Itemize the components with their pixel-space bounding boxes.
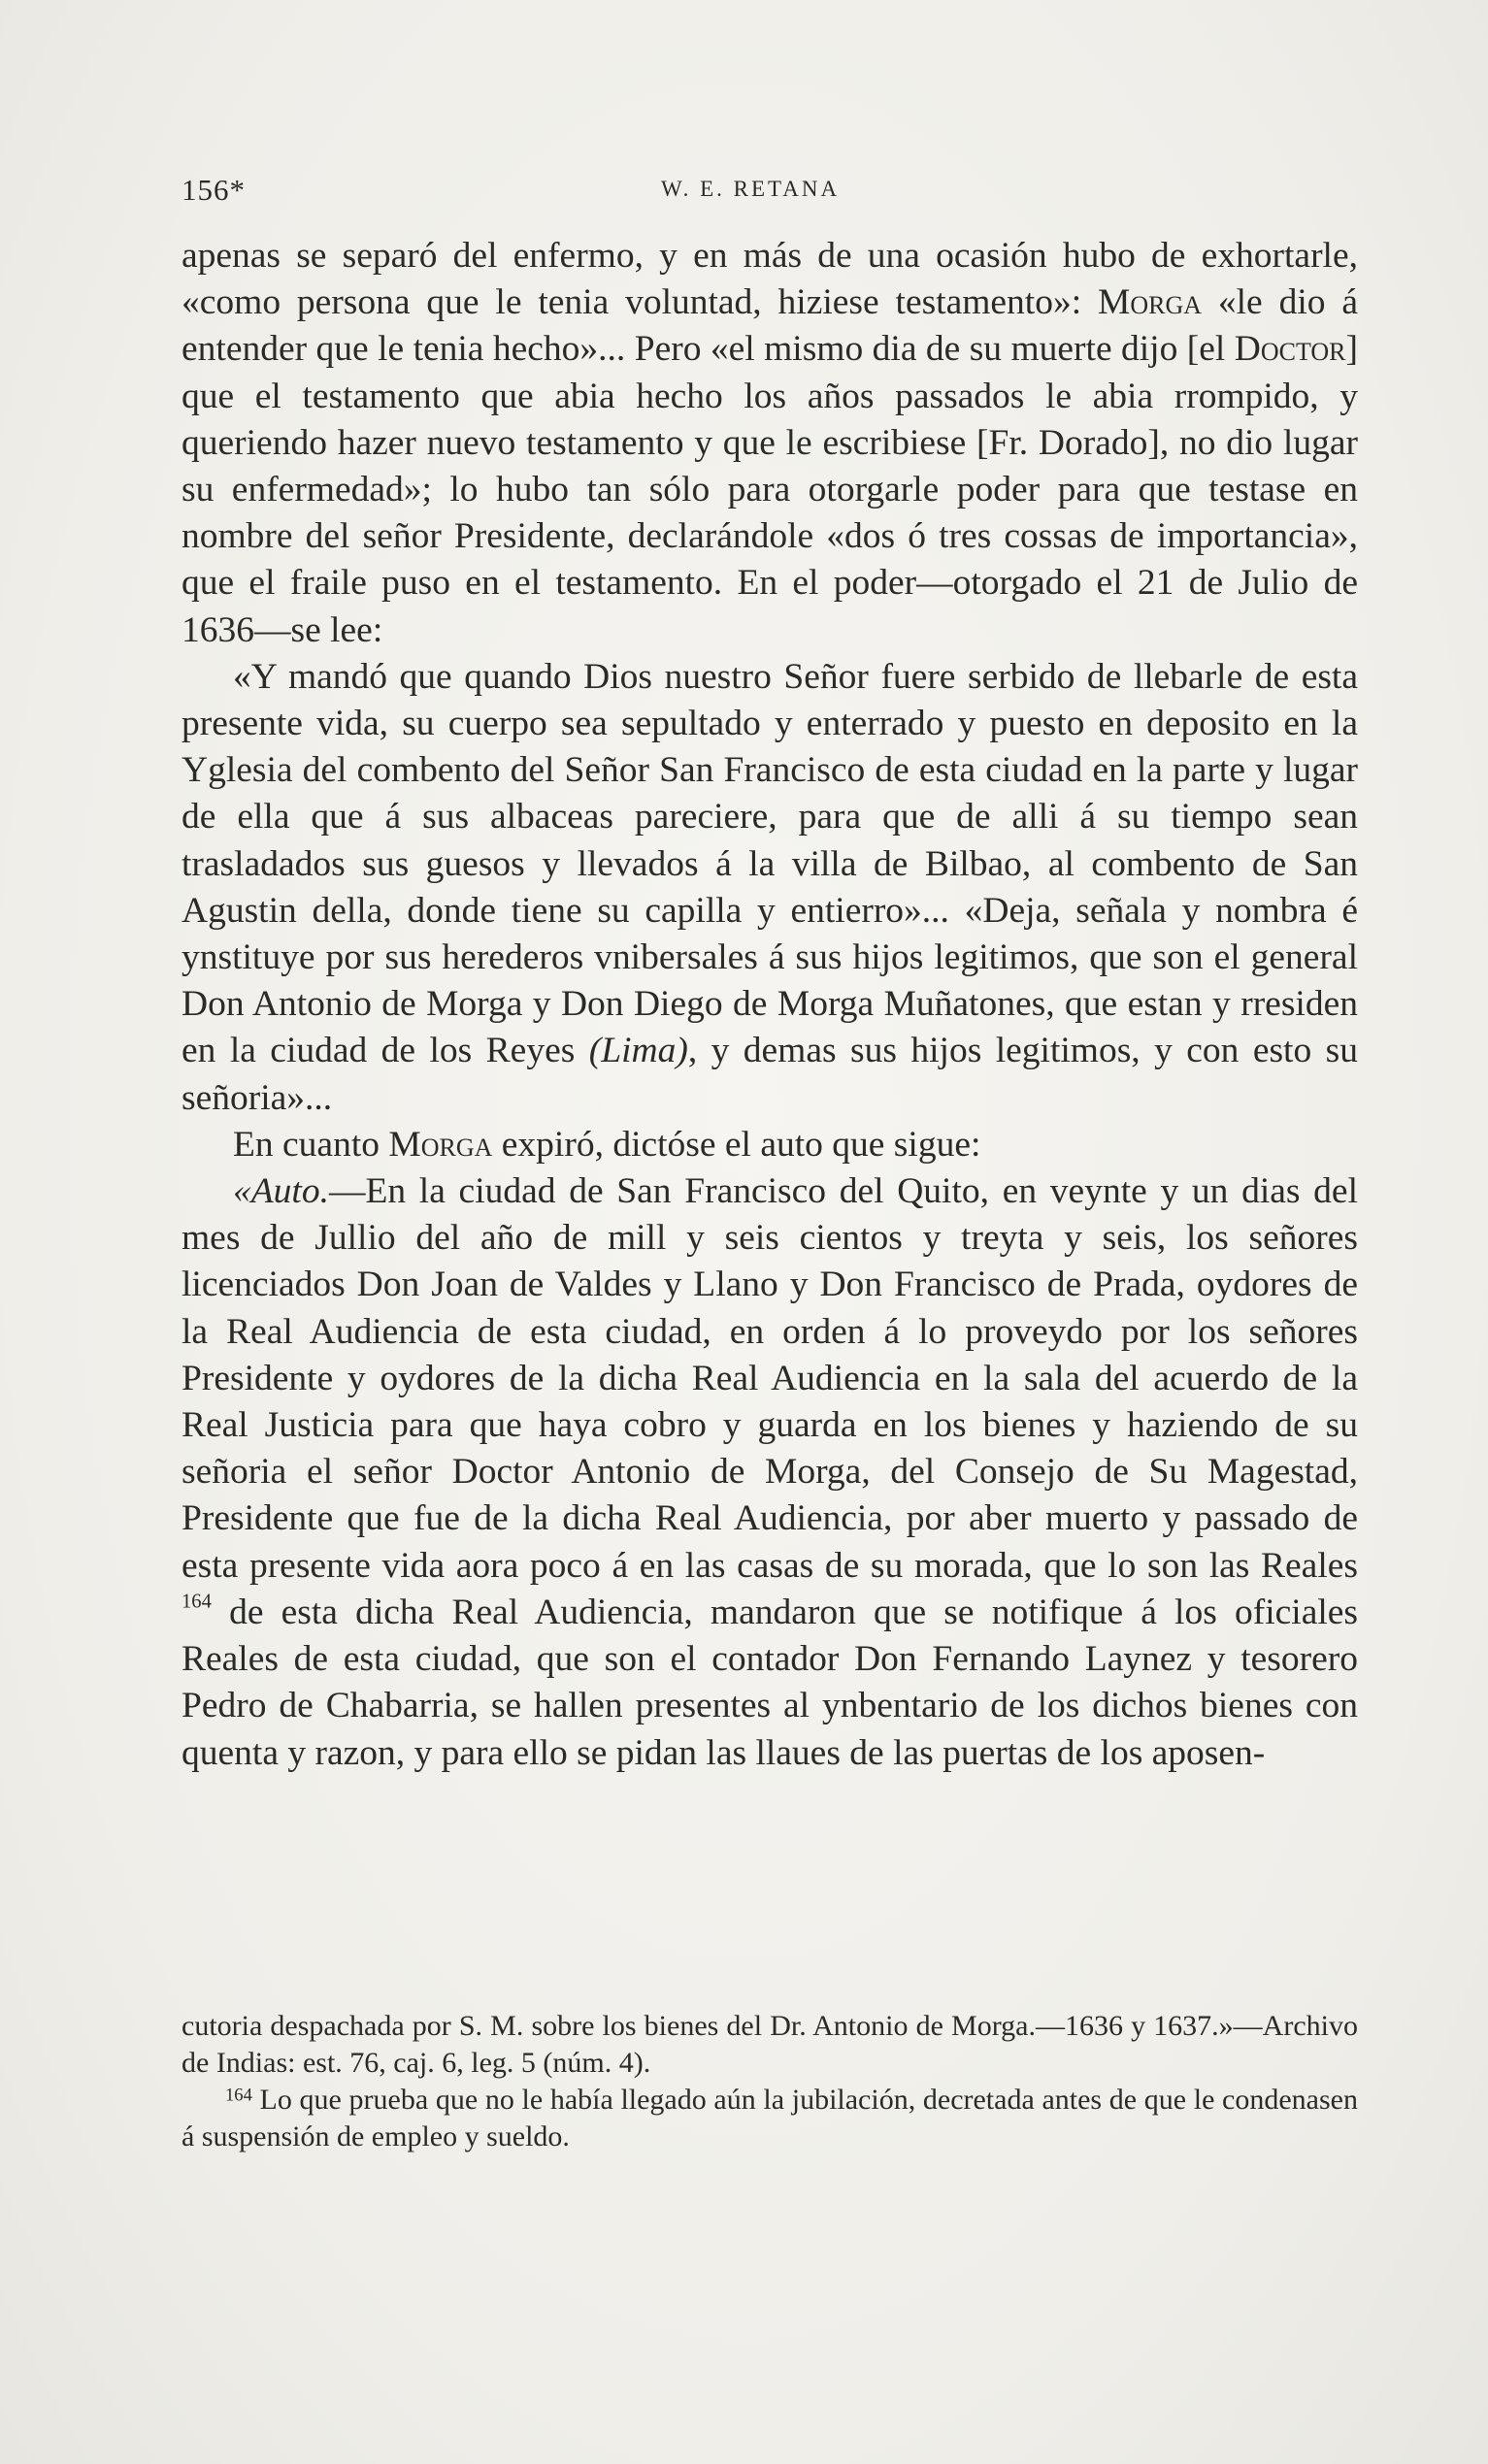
footnote-164 — [182, 2082, 1358, 2155]
italic-text: «Auto. — [233, 1171, 329, 1212]
text-run: apenas se separó del enfermo, y en más de una ocasión hubo de exhortarle, «como persona que le tenia voluntad, hiziese testamento»: — [182, 236, 1358, 323]
text-run: , y demas sus hijos legitimos, y con esto su señoria»... — [182, 1031, 1358, 1118]
paragraph-2-quotation — [182, 654, 1358, 1122]
footnote-marker: 164 — [225, 2085, 252, 2106]
text-run: de esta dicha Real Audiencia, mandaron que se notifique á los oficiales Reales de esta ciudad, que son el contador Don Fernando Laynez y tesorero Pedro de Chabarria, se hallen presentes al ynbentario de los dichos bienes con quenta y razon, y para ello se pidan las llaues de las puertas de los aposen- — [182, 1592, 1358, 1773]
page-header — [182, 173, 1364, 212]
running-head: W. E. RETANA — [661, 177, 841, 201]
footnote-continuation: cutoria despachada por S. M. sobre los bienes del Dr. Antonio de Morga.—1636 y 1637.»—Archivo de Indias: est. 76, caj. 6, leg. 5 (núm. 4). — [182, 2010, 1358, 2079]
paragraph-3 — [182, 1122, 1358, 1168]
text-run: —En la ciudad de San Francisco del Quito, en veynte y un dias del mes de Jullio del año de mill y seis cientos y treyta y seis, los señores licenciados Don Joan de Valdes y Llano y Don Francisco de Prada, oydores de la Real Audiencia de esta ciudad, en orden á lo proveydo por los señores Presidente y oydores de la dicha Real Audiencia en la sala del acuerdo de la Real Justicia para que haya cobro y guarda en los bienes y haziendo de su señoria el señor Doctor Antonio de Morga, del Consejo de Su Magestad, Presidente que fue de la dicha Real Audiencia, por aber muerto y passado de esta presente vida aora poco á en las casas de su morada, que lo son las Reales — [182, 1171, 1358, 1586]
page-number: 156* — [182, 173, 246, 207]
text-run: «le dio á entender que le tenia hecho»... Pero «el mismo dia de su muerte dijo [el — [182, 282, 1358, 370]
small-caps-name: Doctor — [1234, 329, 1346, 370]
italic-text: (Lima) — [588, 1031, 688, 1071]
small-caps-name: Morga — [388, 1124, 493, 1165]
text-run: En cuanto — [233, 1124, 389, 1165]
paragraph-1 — [182, 233, 1358, 654]
footnote-text: Lo que prueba que no le había llegado aún la jubilación, decretada antes de que le condenasen á suspensión de empleo y sueldo. — [182, 2084, 1358, 2152]
small-caps-name: Morga — [1098, 282, 1203, 323]
main-text — [182, 233, 1358, 1777]
paragraph-4-auto — [182, 1168, 1358, 1777]
text-run: expiró, dictóse el auto que sigue: — [492, 1124, 981, 1165]
text-run: «Y mandó que quando Dios nuestro Señor fuere serbido de llebarle de esta presente vida, su cuerpo sea sepultado y enterrado y puesto en deposito en la Yglesia del combento del Señor San Francisco de esta ciudad en la parte y lugar de ella que á sus albaceas pareciere, para que de alli á su tiempo sean trasladados sus guesos y llevados á la villa de Bilbao, al combento de San Agustin della, donde tiene su capilla y entierro»... «Deja, señala y nombra é ynstituye por sus herederos vnibersales á sus hijos legitimos, que son el general Don Antonio de Morga y Don Diego de Morga Muñatones, que estan y rresiden en la ciudad de los Reyes — [182, 656, 1358, 1071]
footnote-ref-164: 164 — [182, 1591, 212, 1613]
footnotes — [182, 2008, 1358, 2155]
text-run: ] que el testamento que abia hecho los años passados le abia rrompido, y queriendo hazer nuevo testamento y que le escribiese [Fr. Dorado], no dio lugar su enfermedad»; lo hubo tan sólo para otorgarle poder para que testase en nombre del señor Presidente, declarándole «dos ó tres cossas de importancia», que el fraile puso en el testamento. En el poder—otorgado el 21 de Julio de 1636—se lee: — [182, 329, 1358, 650]
